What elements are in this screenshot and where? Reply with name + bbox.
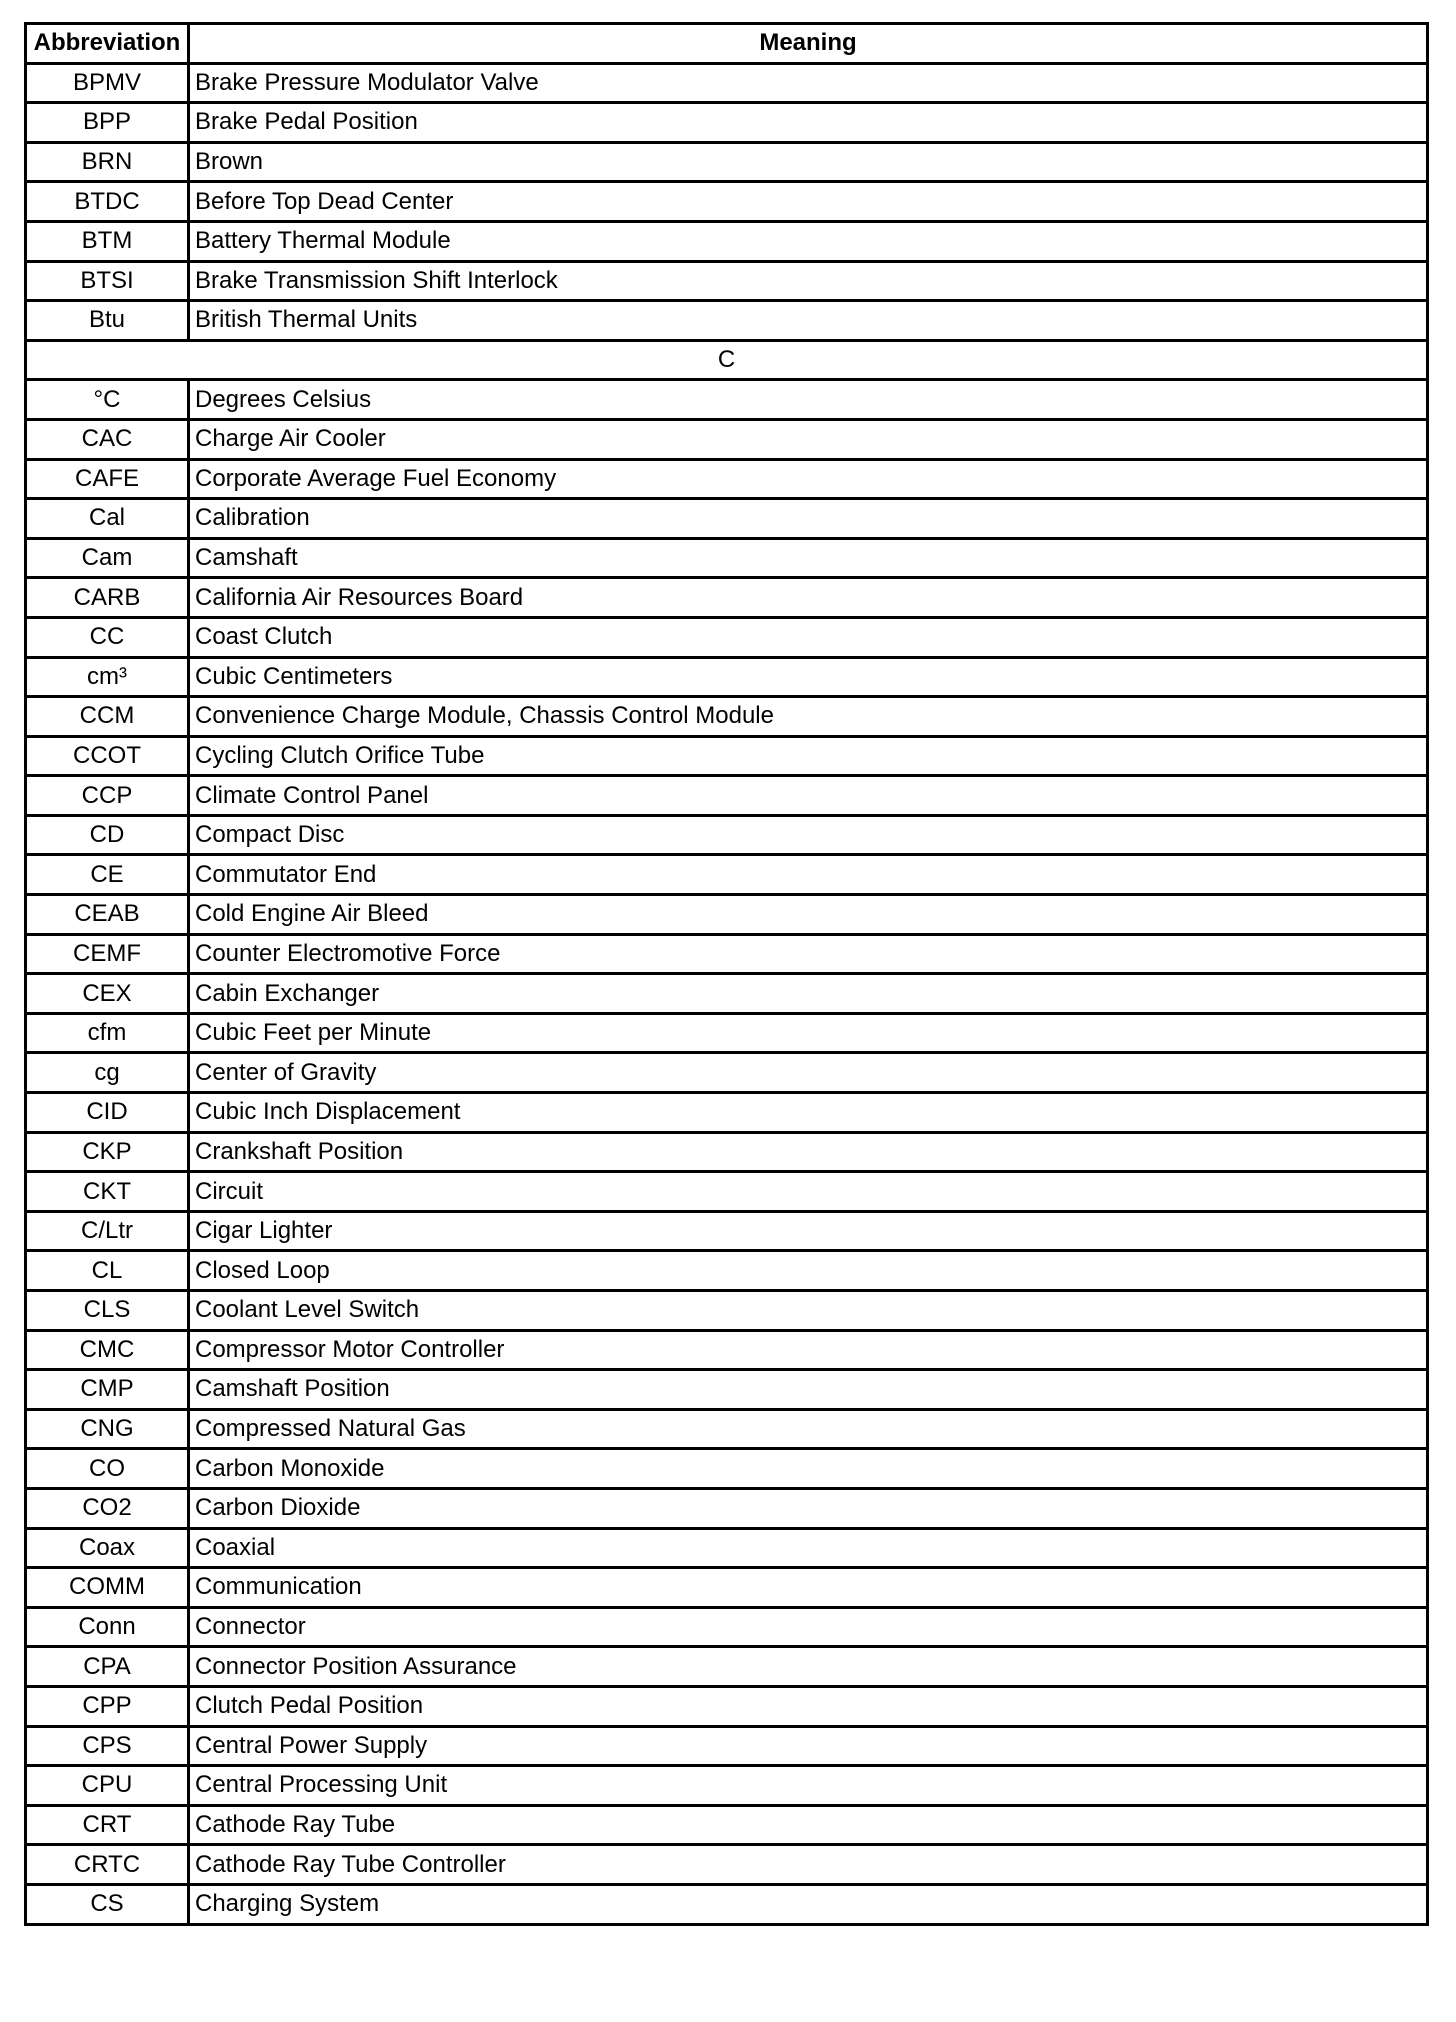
table-row	[26, 1726, 1428, 1766]
abbreviation-cell: CPA	[26, 1647, 189, 1687]
meaning-cell: Counter Electromotive Force	[189, 934, 1428, 974]
table-row	[26, 1409, 1428, 1449]
table-row	[26, 617, 1428, 657]
meaning-cell: Battery Thermal Module	[189, 221, 1428, 261]
abbreviation-cell: Cam	[26, 538, 189, 578]
table-row	[26, 1488, 1428, 1528]
abbreviation-cell: CNG	[26, 1409, 189, 1449]
table-row	[26, 142, 1428, 182]
table-row	[26, 459, 1428, 499]
abbreviation-cell: cm³	[26, 657, 189, 697]
meaning-cell: Clutch Pedal Position	[189, 1686, 1428, 1726]
table-row	[26, 1172, 1428, 1212]
table-row	[26, 974, 1428, 1014]
abbreviation-cell: CEMF	[26, 934, 189, 974]
meaning-cell: Coaxial	[189, 1528, 1428, 1568]
abbreviation-cell: CCOT	[26, 736, 189, 776]
abbreviation-cell: CCP	[26, 776, 189, 816]
abbreviation-cell: CAFE	[26, 459, 189, 499]
table-row	[26, 380, 1428, 420]
table-row	[26, 1845, 1428, 1885]
abbreviation-cell: CCM	[26, 697, 189, 737]
table-row	[26, 1330, 1428, 1370]
meaning-cell: Communication	[189, 1568, 1428, 1608]
meaning-cell: Carbon Monoxide	[189, 1449, 1428, 1489]
meaning-cell: Brake Pressure Modulator Valve	[189, 63, 1428, 103]
abbreviation-cell: BTM	[26, 221, 189, 261]
table-row	[26, 538, 1428, 578]
meaning-cell: Connector Position Assurance	[189, 1647, 1428, 1687]
table-row	[26, 1251, 1428, 1291]
meaning-cell: Commutator End	[189, 855, 1428, 895]
abbreviation-cell: CE	[26, 855, 189, 895]
abbreviation-cell: °C	[26, 380, 189, 420]
abbreviation-cell: Coax	[26, 1528, 189, 1568]
table-row	[26, 1607, 1428, 1647]
meaning-cell: Brake Pedal Position	[189, 103, 1428, 143]
section-letter: C	[26, 340, 1428, 380]
abbreviation-cell: CPS	[26, 1726, 189, 1766]
table-row	[26, 815, 1428, 855]
table-row	[26, 301, 1428, 341]
meaning-cell: Cathode Ray Tube Controller	[189, 1845, 1428, 1885]
meaning-cell: Brown	[189, 142, 1428, 182]
meaning-cell: Cubic Centimeters	[189, 657, 1428, 697]
meaning-cell: Central Power Supply	[189, 1726, 1428, 1766]
meaning-cell: Compressed Natural Gas	[189, 1409, 1428, 1449]
abbreviation-cell: CID	[26, 1093, 189, 1133]
meaning-cell: Central Processing Unit	[189, 1766, 1428, 1806]
meaning-cell: Degrees Celsius	[189, 380, 1428, 420]
meaning-cell: Camshaft Position	[189, 1370, 1428, 1410]
meaning-cell: Carbon Dioxide	[189, 1488, 1428, 1528]
table-row	[26, 657, 1428, 697]
meaning-cell: Camshaft	[189, 538, 1428, 578]
abbreviation-cell: CKT	[26, 1172, 189, 1212]
table-row	[26, 855, 1428, 895]
meaning-cell: Charging System	[189, 1884, 1428, 1924]
meaning-cell: Cold Engine Air Bleed	[189, 895, 1428, 935]
table-row	[26, 934, 1428, 974]
table-row	[26, 182, 1428, 222]
abbreviation-cell: CMC	[26, 1330, 189, 1370]
table-row	[26, 103, 1428, 143]
table-row	[26, 1211, 1428, 1251]
abbreviation-cell: COMM	[26, 1568, 189, 1608]
abbreviation-cell: CLS	[26, 1291, 189, 1331]
meaning-cell: Calibration	[189, 499, 1428, 539]
abbreviation-cell: CO2	[26, 1488, 189, 1528]
abbreviation-cell: CC	[26, 617, 189, 657]
meaning-cell: Coolant Level Switch	[189, 1291, 1428, 1331]
abbreviation-cell: CPP	[26, 1686, 189, 1726]
meaning-cell: Charge Air Cooler	[189, 419, 1428, 459]
meaning-cell: Convenience Charge Module, Chassis Control Module	[189, 697, 1428, 737]
table-row	[26, 1013, 1428, 1053]
meaning-cell: Coast Clutch	[189, 617, 1428, 657]
table-row	[26, 1370, 1428, 1410]
meaning-cell: Compact Disc	[189, 815, 1428, 855]
abbreviation-cell: CKP	[26, 1132, 189, 1172]
table-row	[26, 1884, 1428, 1924]
table-row	[26, 578, 1428, 618]
table-row	[26, 1449, 1428, 1489]
table-row	[26, 63, 1428, 103]
abbreviation-cell: CARB	[26, 578, 189, 618]
abbreviation-cell: Btu	[26, 301, 189, 341]
abbreviation-cell: BTSI	[26, 261, 189, 301]
table-row	[26, 419, 1428, 459]
meaning-cell: Closed Loop	[189, 1251, 1428, 1291]
meaning-cell: Brake Transmission Shift Interlock	[189, 261, 1428, 301]
abbreviation-cell: CPU	[26, 1766, 189, 1806]
table-row	[26, 895, 1428, 935]
table-row	[26, 1805, 1428, 1845]
table-row	[26, 1132, 1428, 1172]
abbreviation-cell: CRTC	[26, 1845, 189, 1885]
meaning-cell: Circuit	[189, 1172, 1428, 1212]
meaning-cell: Compressor Motor Controller	[189, 1330, 1428, 1370]
meaning-cell: Cycling Clutch Orifice Tube	[189, 736, 1428, 776]
meaning-cell: Corporate Average Fuel Economy	[189, 459, 1428, 499]
abbreviation-cell: C/Ltr	[26, 1211, 189, 1251]
abbreviation-cell: CRT	[26, 1805, 189, 1845]
abbreviation-cell: CEX	[26, 974, 189, 1014]
abbreviation-cell: CL	[26, 1251, 189, 1291]
meaning-cell: British Thermal Units	[189, 301, 1428, 341]
abbreviation-cell: CEAB	[26, 895, 189, 935]
table-row	[26, 776, 1428, 816]
table-row	[26, 1766, 1428, 1806]
table-row	[26, 736, 1428, 776]
meaning-cell: Cubic Inch Displacement	[189, 1093, 1428, 1133]
abbreviation-cell: CS	[26, 1884, 189, 1924]
abbreviation-table	[24, 22, 1429, 1926]
abbreviation-cell: BPP	[26, 103, 189, 143]
abbreviation-cell: cfm	[26, 1013, 189, 1053]
table-body	[26, 63, 1428, 1924]
meaning-cell: Cabin Exchanger	[189, 974, 1428, 1014]
meaning-cell: Climate Control Panel	[189, 776, 1428, 816]
abbreviation-cell: Conn	[26, 1607, 189, 1647]
table-row	[26, 1053, 1428, 1093]
abbreviation-cell: CD	[26, 815, 189, 855]
table-row	[26, 499, 1428, 539]
meaning-cell: Before Top Dead Center	[189, 182, 1428, 222]
table-row	[26, 221, 1428, 261]
table-row	[26, 1568, 1428, 1608]
table-row	[26, 1647, 1428, 1687]
meaning-cell: Crankshaft Position	[189, 1132, 1428, 1172]
abbreviation-column-header: Abbreviation	[26, 24, 189, 64]
abbreviation-cell: BTDC	[26, 182, 189, 222]
abbreviation-cell: cg	[26, 1053, 189, 1093]
abbreviation-cell: CMP	[26, 1370, 189, 1410]
table-row	[26, 697, 1428, 737]
table-row	[26, 1093, 1428, 1133]
abbreviation-cell: BRN	[26, 142, 189, 182]
abbreviation-cell: BPMV	[26, 63, 189, 103]
table-row	[26, 1528, 1428, 1568]
meaning-column-header: Meaning	[189, 24, 1428, 64]
table-row	[26, 261, 1428, 301]
meaning-cell: California Air Resources Board	[189, 578, 1428, 618]
table-row	[26, 1291, 1428, 1331]
meaning-cell: Cigar Lighter	[189, 1211, 1428, 1251]
table-row	[26, 1686, 1428, 1726]
meaning-cell: Connector	[189, 1607, 1428, 1647]
abbreviation-cell: CAC	[26, 419, 189, 459]
meaning-cell: Cathode Ray Tube	[189, 1805, 1428, 1845]
meaning-cell: Cubic Feet per Minute	[189, 1013, 1428, 1053]
abbreviation-cell: CO	[26, 1449, 189, 1489]
table-header-row	[26, 24, 1428, 64]
section-row	[26, 340, 1428, 380]
abbreviation-cell: Cal	[26, 499, 189, 539]
meaning-cell: Center of Gravity	[189, 1053, 1428, 1093]
